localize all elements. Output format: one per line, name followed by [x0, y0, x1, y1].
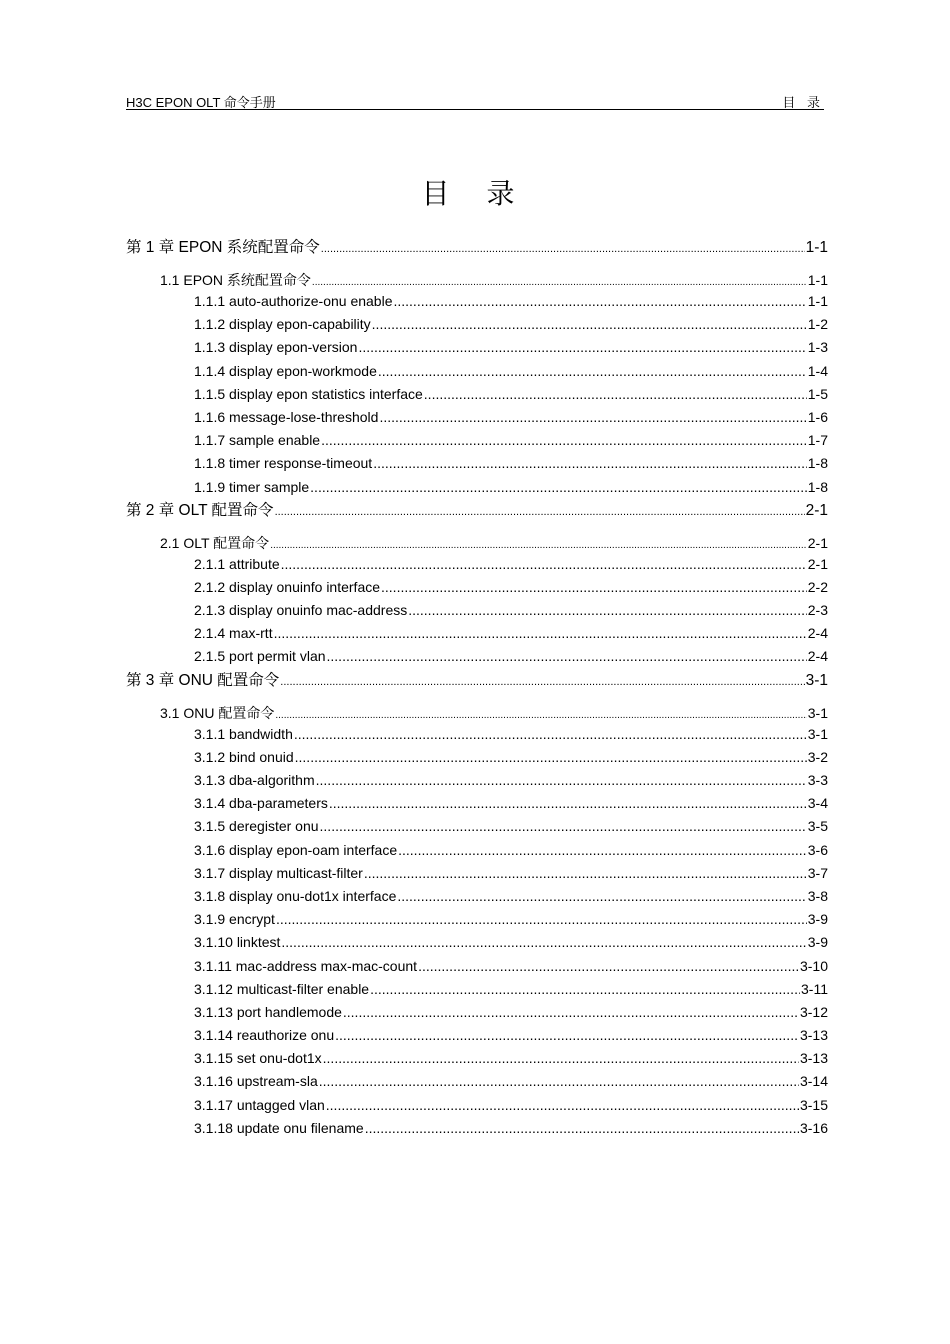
toc-entry-label: 2.1.3 display onuinfo mac-address — [194, 602, 408, 619]
toc-page-number: 2-4 — [807, 648, 828, 665]
toc-page-number: 1-6 — [807, 408, 828, 425]
toc-dot-leader — [397, 885, 806, 908]
toc-subsection-entry[interactable] — [126, 792, 828, 815]
toc-chapter-entry[interactable] — [126, 236, 828, 265]
toc-dot-leader — [335, 1024, 799, 1047]
toc-dot-leader — [343, 1001, 799, 1024]
toc-subsection-entry[interactable] — [126, 1001, 828, 1024]
toc-dot-leader — [408, 599, 807, 622]
toc-subsection-entry[interactable] — [126, 839, 828, 862]
toc-page-number: 2-3 — [807, 602, 828, 619]
toc-page-number: 1-7 — [807, 432, 828, 449]
toc-entry-label: 1.1.1 auto-authorize-onu enable — [194, 293, 393, 309]
toc-chapter-entry[interactable] — [126, 499, 828, 528]
toc-dot-leader — [378, 360, 807, 383]
toc-subsection-entry[interactable] — [126, 599, 828, 622]
toc-page-number: 3-13 — [799, 1027, 828, 1044]
toc-entry-label: 3.1.10 linktest — [194, 934, 281, 951]
toc-dot-leader — [316, 769, 807, 792]
toc-subsection-entry[interactable] — [126, 1070, 828, 1093]
toc-page-number: 2-1 — [805, 501, 828, 519]
toc-entry-label: 2.1 OLT 配置命令 — [160, 534, 270, 551]
toc-entry-label: 3.1.14 reauthorize onu — [194, 1027, 335, 1044]
toc-entry-label: 3.1 ONU 配置命令 — [160, 704, 275, 721]
toc-subsection-entry[interactable] — [126, 723, 828, 746]
header-divider — [126, 109, 824, 110]
toc-entry-label: 3.1.18 update onu filename — [194, 1119, 364, 1136]
toc-page-number: 3-1 — [807, 725, 828, 742]
toc-page-number: 1-1 — [807, 272, 828, 288]
toc-page-number: 1-5 — [807, 385, 828, 402]
toc-entry-label: 1.1.2 display epon-capability — [194, 316, 371, 333]
toc-page-number: 2-2 — [807, 578, 828, 595]
toc-page-number: 1-2 — [807, 316, 828, 333]
toc-entry-label: 第 1 章 EPON 系统配置命令 — [126, 239, 320, 256]
toc-page-number: 3-1 — [807, 704, 828, 721]
toc-entry-label: 1.1.6 message-lose-threshold — [194, 408, 379, 425]
toc-page-number: 3-1 — [805, 671, 828, 689]
toc-subsection-entry[interactable] — [126, 429, 828, 452]
toc-dot-leader — [281, 931, 806, 954]
toc-dot-leader — [321, 429, 807, 452]
toc-page-number: 3-13 — [799, 1050, 828, 1067]
toc-dot-leader — [323, 1047, 799, 1070]
toc-entry-label: 1.1 EPON 系统配置命令 — [160, 272, 311, 288]
toc-entry-label: 3.1.12 multicast-filter enable — [194, 980, 370, 997]
toc-dot-leader — [329, 792, 807, 815]
toc-page-number: 3-4 — [807, 795, 828, 812]
table-of-contents — [126, 236, 828, 1140]
toc-page-number: 2-1 — [807, 555, 828, 572]
toc-subsection-entry[interactable] — [126, 746, 828, 769]
toc-section-entry[interactable] — [126, 528, 828, 553]
toc-entry-label: 3.1.16 upstream-sla — [194, 1073, 318, 1090]
toc-dot-leader — [370, 978, 800, 1001]
toc-dot-leader — [321, 237, 805, 261]
toc-dot-leader — [280, 670, 804, 694]
toc-entry-label: 第 2 章 OLT 配置命令 — [126, 501, 274, 519]
toc-dot-leader — [372, 313, 807, 336]
toc-dot-leader — [281, 553, 807, 576]
toc-subsection-entry[interactable] — [126, 815, 828, 838]
page-header — [126, 92, 824, 110]
toc-page-number: 3-8 — [807, 887, 828, 904]
toc-entry-label: 3.1.4 dba-parameters — [194, 795, 328, 812]
toc-entry-label: 3.1.3 dba-algorithm — [194, 772, 315, 788]
toc-dot-leader — [365, 1117, 799, 1140]
toc-subsection-entry[interactable] — [126, 645, 828, 668]
toc-dot-leader — [326, 1094, 799, 1117]
toc-entry-label: 2.1.2 display onuinfo interface — [194, 578, 381, 595]
toc-entry-label: 第 3 章 ONU 配置命令 — [126, 671, 280, 689]
toc-entry-label: 3.1.1 bandwidth — [194, 725, 293, 742]
toc-entry-label: 1.1.7 sample enable — [194, 432, 321, 449]
toc-subsection-entry[interactable] — [126, 622, 828, 645]
toc-page-number: 2-4 — [807, 625, 828, 642]
toc-page-number: 3-5 — [807, 818, 828, 835]
toc-page-number: 3-6 — [807, 841, 828, 858]
toc-entry-label: 3.1.7 display multicast-filter — [194, 864, 363, 881]
toc-page-number: 3-10 — [799, 957, 828, 974]
header-section-name: 目 录 — [782, 95, 824, 110]
header-manual-title: H3C EPON OLT 命令手册 — [126, 95, 276, 110]
toc-subsection-entry[interactable] — [126, 931, 828, 954]
toc-entry-label: 3.1.8 display onu-dot1x interface — [194, 887, 397, 904]
toc-dot-leader — [398, 839, 807, 862]
toc-subsection-entry[interactable] — [126, 1094, 828, 1117]
toc-page-number: 1-4 — [807, 362, 828, 379]
toc-subsection-entry[interactable] — [126, 978, 828, 1001]
toc-subsection-entry[interactable] — [126, 313, 828, 336]
toc-entry-label: 1.1.5 display epon statistics interface — [194, 385, 423, 402]
toc-page-number: 3-16 — [799, 1119, 828, 1136]
toc-dot-leader — [295, 746, 807, 769]
toc-entry-label: 1.1.4 display epon-workmode — [194, 362, 377, 379]
toc-subsection-entry[interactable] — [126, 336, 828, 359]
toc-dot-leader — [373, 452, 807, 475]
toc-subsection-entry[interactable] — [126, 290, 828, 313]
toc-dot-leader — [381, 576, 807, 599]
toc-entry-label: 2.1.4 max-rtt — [194, 625, 273, 642]
toc-dot-leader — [327, 645, 807, 668]
toc-dot-leader — [294, 723, 807, 746]
toc-entry-label: 3.1.2 bind onuid — [194, 748, 294, 765]
toc-page-number: 3-9 — [807, 934, 828, 951]
toc-entry-label: 3.1.9 encrypt — [194, 911, 275, 928]
toc-dot-leader — [274, 622, 807, 645]
toc-dot-leader — [276, 908, 807, 931]
toc-page-number: 1-8 — [807, 478, 828, 495]
toc-dot-leader — [424, 383, 807, 406]
toc-chapter-entry[interactable] — [126, 669, 828, 698]
toc-subsection-entry[interactable] — [126, 955, 828, 978]
toc-page-number: 3-14 — [799, 1073, 828, 1090]
toc-entry-label: 2.1.1 attribute — [194, 555, 280, 572]
toc-dot-leader — [310, 476, 807, 499]
toc-entry-label: 3.1.5 deregister onu — [194, 818, 319, 835]
toc-page-number: 3-12 — [799, 1003, 828, 1020]
toc-page-number: 1-3 — [807, 339, 828, 356]
toc-page-number: 3-15 — [799, 1096, 828, 1113]
toc-entry-label: 3.1.13 port handlemode — [194, 1003, 342, 1020]
toc-subsection-entry[interactable] — [126, 769, 828, 792]
toc-subsection-entry[interactable] — [126, 1047, 828, 1070]
toc-page-number: 1-8 — [807, 455, 828, 472]
toc-entry-label: 1.1.9 timer sample — [194, 478, 310, 495]
toc-page-number: 3-7 — [807, 864, 828, 881]
toc-subsection-entry[interactable] — [126, 553, 828, 576]
toc-dot-leader — [320, 815, 807, 838]
toc-subsection-entry[interactable] — [126, 908, 828, 931]
toc-subsection-entry[interactable] — [126, 476, 828, 499]
toc-section-entry[interactable] — [126, 698, 828, 723]
toc-entry-label: 1.1.3 display epon-version — [194, 339, 358, 356]
toc-subsection-entry[interactable] — [126, 1024, 828, 1047]
toc-subsection-entry[interactable] — [126, 360, 828, 383]
page-title: 目 录 — [421, 177, 529, 210]
toc-dot-leader — [275, 500, 805, 524]
toc-entry-label: 3.1.17 untagged vlan — [194, 1096, 325, 1113]
toc-page-number: 2-1 — [807, 534, 828, 551]
toc-dot-leader — [418, 955, 799, 978]
toc-subsection-entry[interactable] — [126, 1117, 828, 1140]
toc-subsection-entry[interactable] — [126, 406, 828, 429]
toc-page-number: 3-2 — [807, 748, 828, 765]
toc-subsection-entry[interactable] — [126, 862, 828, 885]
toc-entry-label: 3.1.15 set onu-dot1x — [194, 1050, 322, 1067]
toc-dot-leader — [319, 1070, 799, 1093]
toc-entry-label: 3.1.11 mac-address max-mac-count — [194, 957, 418, 974]
toc-page-number: 3-11 — [801, 980, 828, 997]
toc-entry-label: 1.1.8 timer response-timeout — [194, 455, 373, 472]
toc-dot-leader — [379, 406, 806, 429]
toc-page-number: 1-1 — [807, 293, 828, 309]
toc-section-entry[interactable] — [126, 265, 828, 290]
toc-entry-label: 3.1.6 display epon-oam interface — [194, 841, 398, 858]
toc-dot-leader — [393, 290, 806, 313]
toc-entry-label: 2.1.5 port permit vlan — [194, 648, 326, 665]
toc-subsection-entry[interactable] — [126, 885, 828, 908]
toc-subsection-entry[interactable] — [126, 383, 828, 406]
toc-subsection-entry[interactable] — [126, 576, 828, 599]
toc-dot-leader — [364, 862, 807, 885]
toc-subsection-entry[interactable] — [126, 452, 828, 475]
toc-page-number: 3-9 — [807, 911, 828, 928]
toc-page-number: 1-1 — [805, 239, 828, 256]
toc-dot-leader — [358, 336, 806, 359]
toc-page-number: 3-3 — [807, 772, 828, 788]
